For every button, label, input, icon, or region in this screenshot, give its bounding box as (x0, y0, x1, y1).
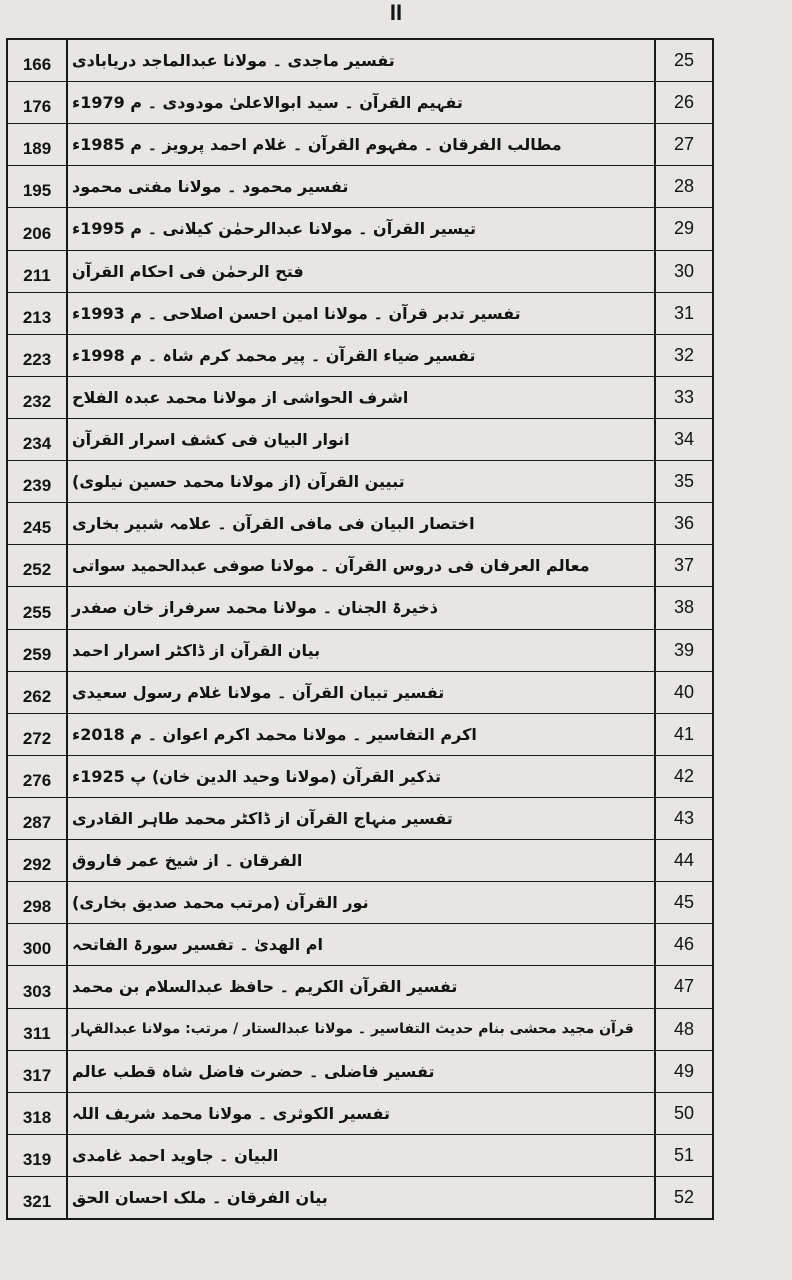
title-text: تفسیر الکوثری ۔ مولانا محمد شریف اللہ (72, 1103, 390, 1123)
title-text: انوار البیان فی کشف اسرار القرآن (72, 430, 350, 450)
serial-number-cell: 37 (654, 545, 712, 586)
title-cell (68, 545, 654, 586)
title-cell (68, 1051, 654, 1092)
serial-number-cell: 52 (654, 1177, 712, 1218)
serial-number-cell: 40 (654, 672, 712, 713)
page-number-cell: 321 (8, 1177, 68, 1218)
table-row (8, 965, 712, 1007)
title-text: معالم العرفان فی دروس القرآن ۔ مولانا صوفی عبدالحمید سواتی (72, 556, 590, 576)
title-text: تذکیر القرآن (مولانا وحید الدین خان) پ 1925ء (72, 766, 442, 786)
title-cell (68, 882, 654, 923)
title-text: مطالب الفرقان ۔ مفہوم القرآن ۔ غلام احمد پرویز ۔ م 1985ء (72, 135, 562, 155)
page-number: II (389, 0, 403, 25)
title-cell (68, 714, 654, 755)
page-number-cell: 232 (8, 377, 68, 418)
title-text: تبیین القرآن (از مولانا محمد حسین نیلوی) (72, 472, 405, 492)
serial-number-cell: 27 (654, 124, 712, 165)
serial-number-cell: 36 (654, 503, 712, 544)
serial-number-cell: 41 (654, 714, 712, 755)
title-text: تفسیر ماجدی ۔ مولانا عبدالماجد دریابادی (72, 51, 395, 71)
page-number-cell: 287 (8, 798, 68, 839)
title-cell (68, 461, 654, 502)
title-text: البیان ۔ جاوید احمد غامدی (72, 1145, 279, 1165)
table-row (8, 292, 712, 334)
title-text: تفسیر محمود ۔ مولانا مفتی محمود (72, 177, 349, 197)
page-number-cell: 292 (8, 840, 68, 881)
title-text: اشرف الحواشی از مولانا محمد عبدہ الفلاح (72, 387, 409, 407)
page-number-cell: 319 (8, 1135, 68, 1176)
title-cell (68, 966, 654, 1007)
table-row (8, 629, 712, 671)
page-number-cell: 195 (8, 166, 68, 207)
page-number-cell: 272 (8, 714, 68, 755)
title-text: ذخیرۃ الجنان ۔ مولانا محمد سرفراز خان صفدر (72, 598, 438, 618)
title-cell (68, 335, 654, 376)
page-number-cell: 255 (8, 587, 68, 628)
title-text: تفسیر تدبر قرآن ۔ مولانا امین احسن اصلاحی ۔ م 1993ء (72, 303, 521, 323)
serial-number-cell: 51 (654, 1135, 712, 1176)
title-text: تفسیر ضیاء القرآن ۔ پیر محمد کرم شاہ ۔ م 1998ء (72, 345, 476, 365)
table-row (8, 165, 712, 207)
title-text: تفسیر منہاج القرآن از ڈاکٹر محمد طاہر القادری (72, 809, 453, 829)
title-text: تفسیر تبیان القرآن ۔ مولانا غلام رسول سعیدی (72, 682, 445, 702)
serial-number-cell: 44 (654, 840, 712, 881)
title-text: بیان الفرقان ۔ ملک احسان الحق (72, 1188, 328, 1207)
table-row (8, 460, 712, 502)
table-row (8, 376, 712, 418)
serial-number-cell: 29 (654, 208, 712, 249)
page-number-cell: 303 (8, 966, 68, 1007)
page-number-cell: 276 (8, 756, 68, 797)
title-cell (68, 1135, 654, 1176)
table-row (8, 207, 712, 249)
title-cell (68, 672, 654, 713)
serial-number-cell: 48 (654, 1009, 712, 1050)
title-cell (68, 166, 654, 207)
table-of-contents (6, 38, 714, 1220)
serial-number-cell: 39 (654, 630, 712, 671)
page-number-cell: 166 (8, 40, 68, 81)
table-row (8, 544, 712, 586)
page-number-cell: 300 (8, 924, 68, 965)
title-cell (68, 1093, 654, 1134)
table-row (8, 923, 712, 965)
title-text: فتح الرحمٰن فی احکام القرآن (72, 261, 304, 281)
title-cell (68, 40, 654, 81)
table-row (8, 1008, 712, 1050)
table-row (8, 123, 712, 165)
title-cell (68, 630, 654, 671)
title-text: تفسیر فاضلی ۔ حضرت فاضل شاہ قطب عالم (72, 1061, 435, 1081)
serial-number-cell: 25 (654, 40, 712, 81)
title-cell (68, 419, 654, 460)
serial-number-cell: 50 (654, 1093, 712, 1134)
serial-number-cell: 49 (654, 1051, 712, 1092)
title-cell (68, 756, 654, 797)
table-row (8, 1092, 712, 1134)
serial-number-cell: 46 (654, 924, 712, 965)
page-number-cell: 245 (8, 503, 68, 544)
title-cell (68, 587, 654, 628)
serial-number-cell: 35 (654, 461, 712, 502)
title-cell (68, 208, 654, 249)
page-number-cell: 234 (8, 419, 68, 460)
page-number-cell: 211 (8, 251, 68, 292)
table-row (8, 40, 712, 81)
title-cell (68, 1177, 654, 1218)
serial-number-cell: 30 (654, 251, 712, 292)
table-row (8, 1050, 712, 1092)
table-row (8, 713, 712, 755)
serial-number-cell: 42 (654, 756, 712, 797)
serial-number-cell: 31 (654, 293, 712, 334)
page-number-cell: 318 (8, 1093, 68, 1134)
title-cell (68, 251, 654, 292)
serial-number-cell: 34 (654, 419, 712, 460)
serial-number-cell: 33 (654, 377, 712, 418)
serial-number-cell: 47 (654, 966, 712, 1007)
table-row (8, 502, 712, 544)
page-number-cell: 213 (8, 293, 68, 334)
table-row (8, 586, 712, 628)
title-cell (68, 840, 654, 881)
serial-number-cell: 43 (654, 798, 712, 839)
title-cell (68, 924, 654, 965)
serial-number-cell: 38 (654, 587, 712, 628)
serial-number-cell: 32 (654, 335, 712, 376)
title-text: تفسیر القرآن الکریم ۔ حافظ عبدالسلام بن محمد (72, 977, 458, 997)
table-row (8, 755, 712, 797)
table-row (8, 1134, 712, 1176)
title-text: تفہیم القرآن ۔ سید ابوالاعلیٰ مودودی ۔ م 1979ء (72, 93, 463, 113)
title-text: بیان القرآن از ڈاکٹر اسرار احمد (72, 640, 321, 660)
table-row (8, 839, 712, 881)
table-row (8, 250, 712, 292)
page-number-cell: 259 (8, 630, 68, 671)
title-cell (68, 503, 654, 544)
table-row (8, 81, 712, 123)
title-text: قرآن مجید محشی بنام حدیث التفاسیر ۔ مولانا عبدالستار / مرتب: مولانا عبدالقہار (72, 1021, 634, 1038)
title-cell (68, 124, 654, 165)
title-text: اختصار البیان فی مافی القرآن ۔ علامہ شبیر بخاری (72, 514, 475, 534)
title-cell (68, 293, 654, 334)
title-text: ام الھدیٰ ۔ تفسیر سورۃ الفاتحہ (72, 935, 323, 955)
title-text: اکرم التفاسیر ۔ مولانا محمد اکرم اعوان ۔ م 2018ء (72, 724, 477, 744)
page-number-cell: 298 (8, 882, 68, 923)
title-cell (68, 377, 654, 418)
table-row (8, 418, 712, 460)
page-number-cell: 223 (8, 335, 68, 376)
table-row (8, 797, 712, 839)
table-row (8, 881, 712, 923)
serial-number-cell: 45 (654, 882, 712, 923)
page-number-cell: 176 (8, 82, 68, 123)
serial-number-cell: 28 (654, 166, 712, 207)
page-number-cell: 317 (8, 1051, 68, 1092)
title-cell (68, 1009, 654, 1050)
title-text: تیسیر القرآن ۔ مولانا عبدالرحمٰن کیلانی ۔ م 1995ء (72, 219, 477, 239)
page-number-cell: 189 (8, 124, 68, 165)
page-number-cell: 206 (8, 208, 68, 249)
title-text: الفرقان ۔ از شیخ عمر فاروق (72, 851, 303, 871)
table-row (8, 334, 712, 376)
table-row (8, 671, 712, 713)
page-number-cell: 311 (8, 1009, 68, 1050)
table-row (8, 1176, 712, 1218)
title-cell (68, 82, 654, 123)
page-number-cell: 262 (8, 672, 68, 713)
page-number-cell: 239 (8, 461, 68, 502)
title-text: نور القرآن (مرتب محمد صدیق بخاری) (72, 893, 369, 913)
serial-number-cell: 26 (654, 82, 712, 123)
page-number-cell: 252 (8, 545, 68, 586)
title-cell (68, 798, 654, 839)
